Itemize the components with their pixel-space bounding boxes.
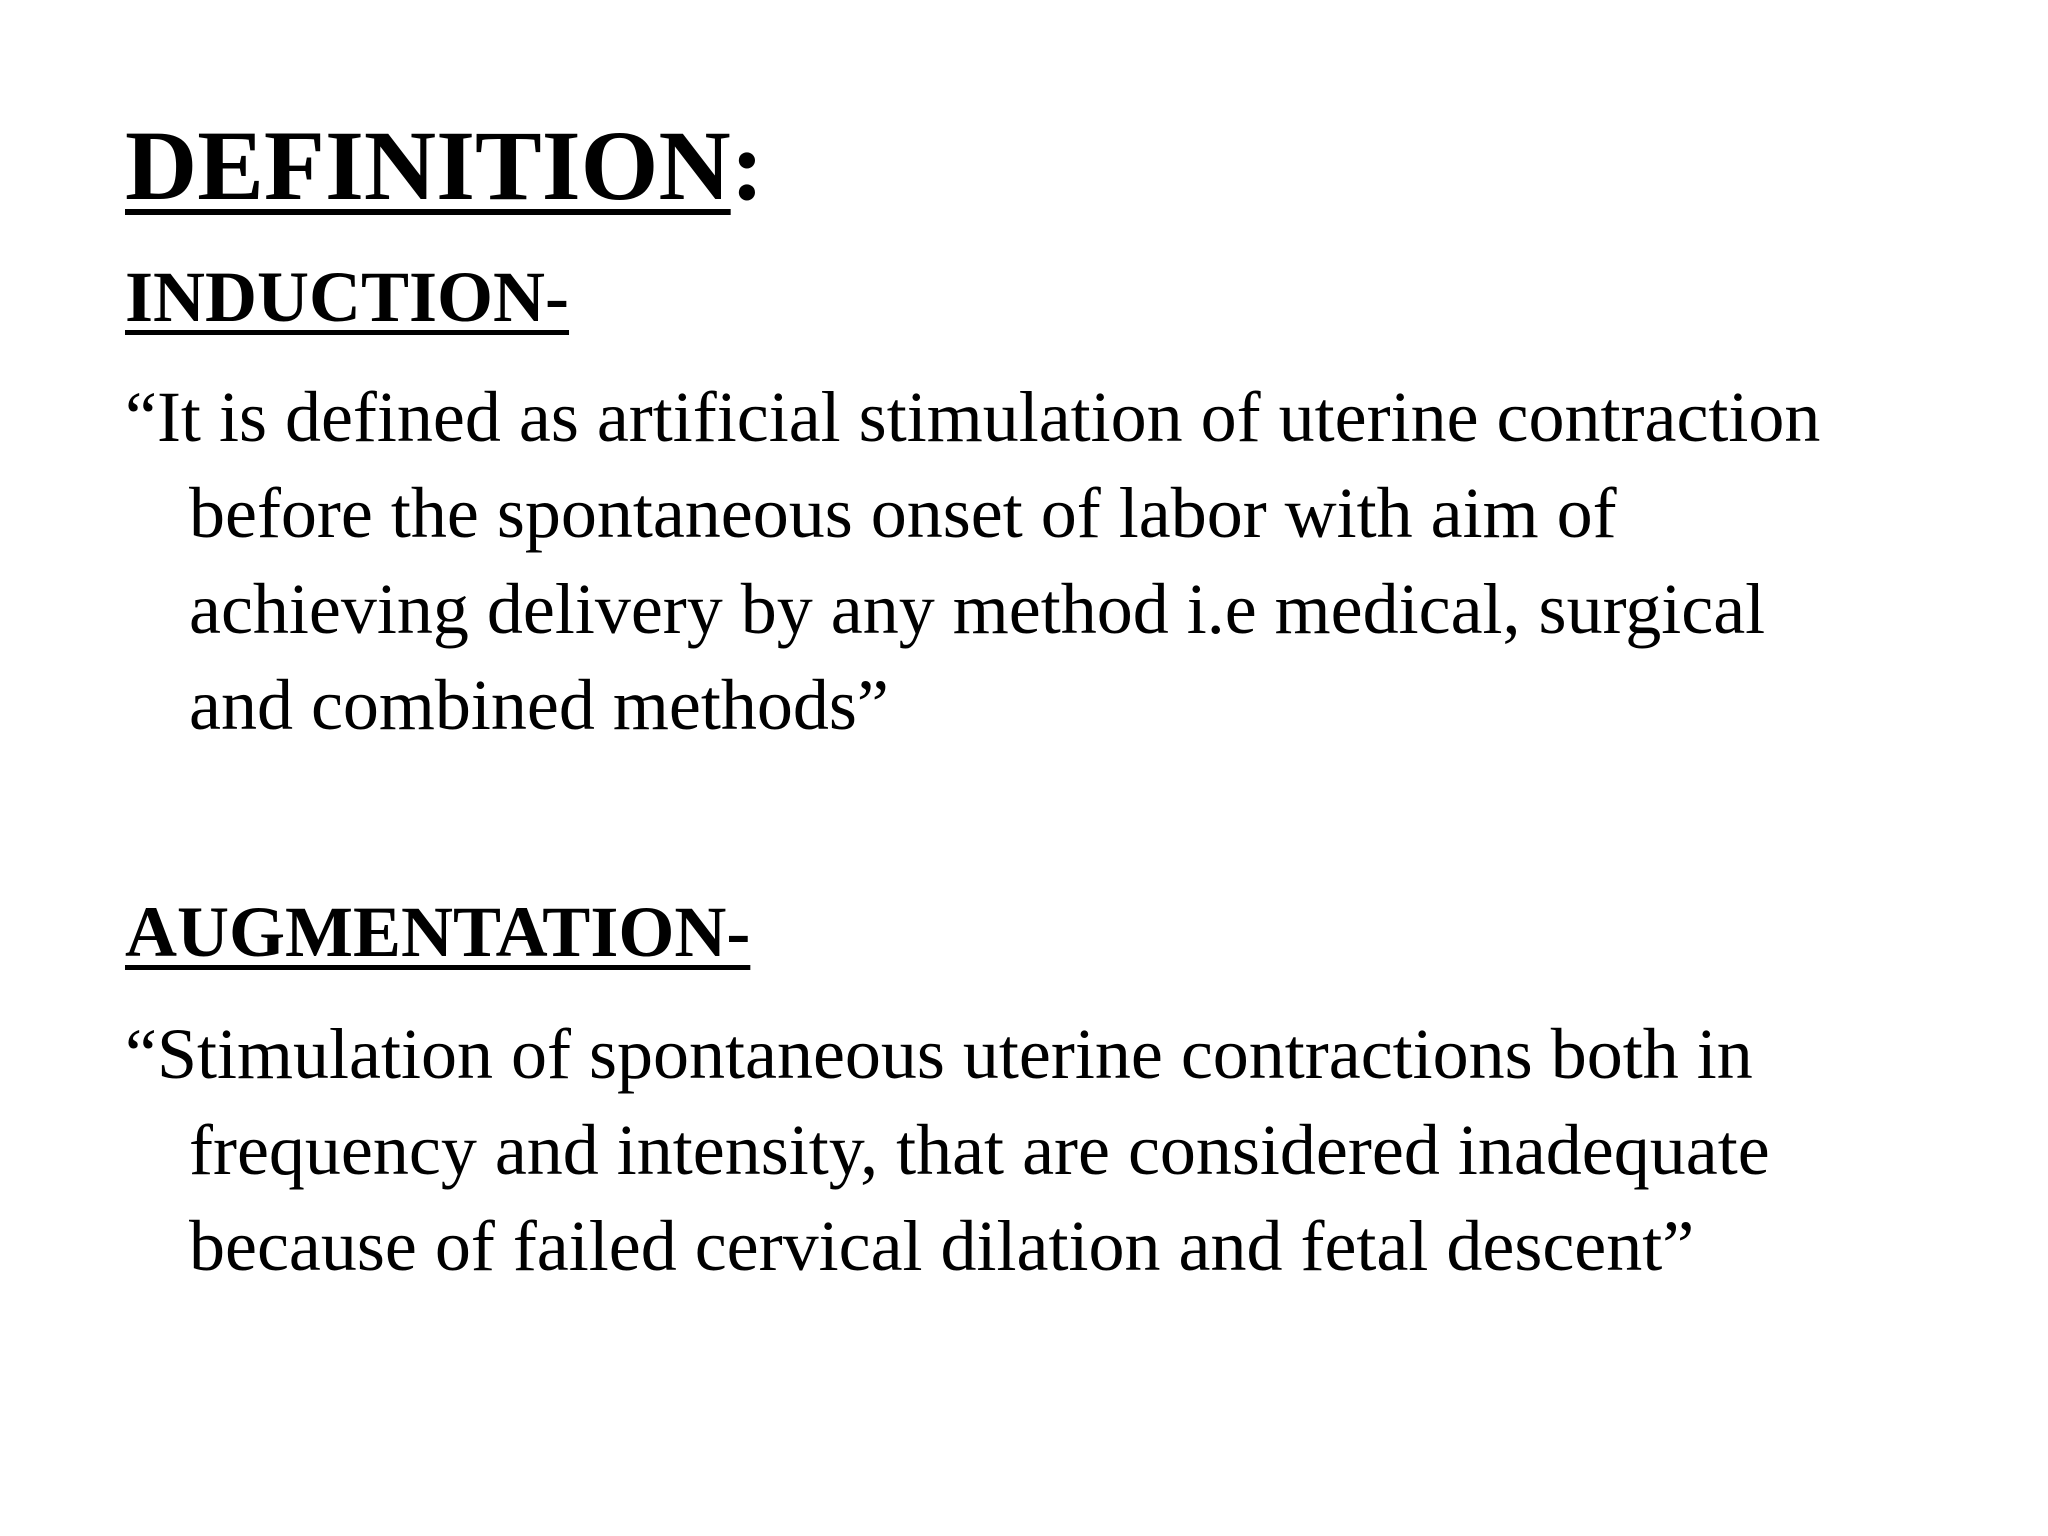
augmentation-definition-line: “Stimulation of spontaneous uterine contractions both in bbox=[125, 1014, 1753, 1094]
slide-title-text: DEFINITION bbox=[125, 110, 731, 221]
induction-definition-line: achieving delivery by any method i.e medical, surgical bbox=[189, 569, 1766, 649]
augmentation-heading: AUGMENTATION- bbox=[125, 892, 751, 972]
augmentation-definition-line: frequency and intensity, that are considered inadequate bbox=[189, 1110, 1770, 1190]
induction-definition-line: before the spontaneous onset of labor with aim of bbox=[189, 473, 1617, 553]
augmentation-definition bbox=[125, 1006, 2025, 1294]
slide-title-colon: : bbox=[730, 110, 764, 221]
slide-title bbox=[125, 108, 764, 223]
induction-definition bbox=[125, 369, 2025, 753]
induction-heading: INDUCTION- bbox=[125, 257, 570, 337]
induction-definition-line: “It is defined as artificial stimulation of uterine contraction bbox=[125, 377, 1821, 457]
induction-definition-line: and combined methods” bbox=[189, 665, 889, 745]
augmentation-definition-line: because of failed cervical dilation and fetal descent” bbox=[189, 1206, 1695, 1286]
